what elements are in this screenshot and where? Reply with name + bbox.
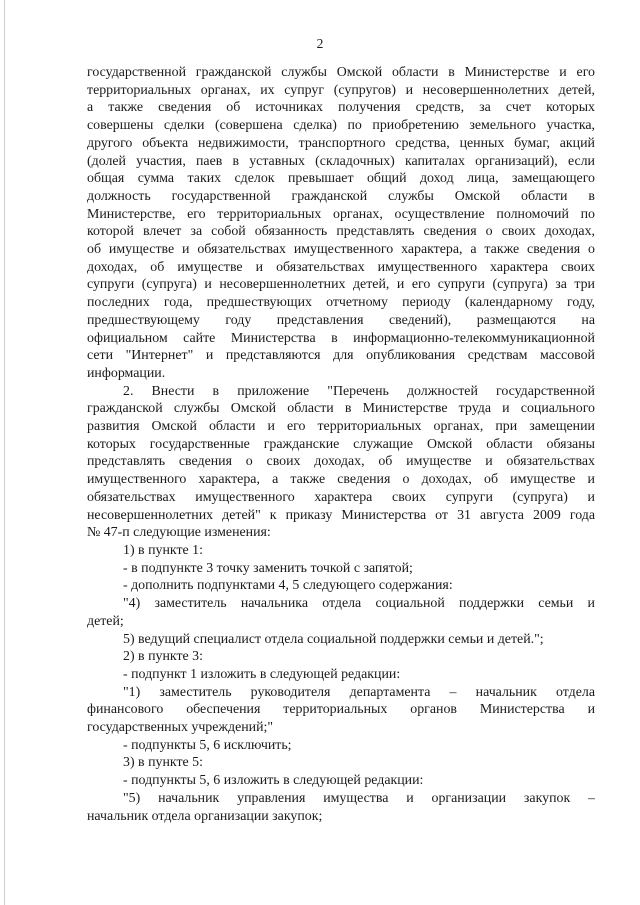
text-line: официальном сайте Министерства в информационно-телекоммуникационной xyxy=(87,330,595,346)
paragraph-2 xyxy=(87,383,595,542)
text-line: об имуществе и обязательствах имущественного характера, а также сведения о xyxy=(87,242,595,258)
text-line: совершены сделки (совершена сделка) по приобретению земельного участка, xyxy=(87,118,595,134)
text-line: государственной гражданской службы Омской области в Министерстве и его xyxy=(87,65,595,80)
text-line: (долей участия, паев в уставных (складочных) капиталах организаций), если xyxy=(87,153,595,169)
document-body xyxy=(87,64,595,825)
text-line: общая сумма таких сделок превышает общий доход лица, замещающего xyxy=(87,171,595,187)
text-line: другого объекта недвижимости, транспортного средства, ценных бумаг, акций xyxy=(87,135,595,151)
text-line: представлять сведения о своих доходах, об имуществе и обязательствах xyxy=(87,454,595,470)
text-line: должность государственной гражданской службы Омской области в xyxy=(87,188,595,204)
quoted-line: начальник отдела организации закупок; xyxy=(87,808,323,824)
text-line: которой влечет за собой обязанность представлять сведения о своих доходах, xyxy=(87,224,595,240)
quoted-line: детей; xyxy=(87,613,124,629)
quoted-line: "4) заместитель начальника отдела социальной поддержки семьи и xyxy=(123,596,595,612)
quoted-line: государственных учреждений;" xyxy=(87,720,274,736)
text-line: последних года, предшествующих отчетному периоду (календарному году, xyxy=(87,295,595,311)
text-line: которых государственные гражданские служащие Омской области обязаны xyxy=(87,436,595,452)
list-item: - подпункт 1 изложить в следующей редакции: xyxy=(123,666,401,682)
list-item-heading: 2) в пункте 3: xyxy=(123,649,203,665)
text-line: гражданской службы Омской области в Министерстве труда и социального xyxy=(87,401,595,417)
list-item-heading: 3) в пункте 5: xyxy=(123,755,203,771)
quoted-line: 5) ведущий специалист отдела социальной поддержки семьи и детей."; xyxy=(123,631,544,647)
text-line: доходах, об имуществе и обязательствах имущественного характера своих xyxy=(87,259,595,275)
text-line: сети "Интернет" и представляются для опубликования средствам массовой xyxy=(87,348,595,364)
quoted-line: "1) заместитель руководителя департамента – начальник отдела xyxy=(123,684,595,700)
text-line: супруги (супруга) и несовершеннолетних детей, и его супруги (супруга) за три xyxy=(87,277,595,293)
text-line: 2. Внести в приложение "Перечень должностей государственной xyxy=(123,383,595,399)
list-item: - подпункты 5, 6 изложить в следующей редакции: xyxy=(123,773,424,789)
quoted-line: финансового обеспечения территориальных органов Министерства и xyxy=(87,702,595,718)
list-item: - дополнить подпунктами 4, 5 следующего содержания: xyxy=(123,578,453,594)
text-line: предшествующему году представления сведений), размещаются на xyxy=(87,312,595,328)
changes-list xyxy=(87,542,595,825)
quoted-line: "5) начальник управления имущества и организации закупок – xyxy=(123,790,595,806)
text-line: территориальных органах, их супруг (супругов) и несовершеннолетних детей, xyxy=(87,82,595,98)
text-line: развития Омской области и его территориальных органах, при замещении xyxy=(87,419,595,435)
page-edge-shadow xyxy=(4,0,5,905)
list-item-heading: 1) в пункте 1: xyxy=(123,542,203,558)
text-line: обязательствах имущественного характера своих супруги (супруга) и xyxy=(87,489,595,505)
list-item: - подпункты 5, 6 исключить; xyxy=(123,737,292,753)
text-line: а также сведения об источниках получения средств, за счет которых xyxy=(87,100,595,116)
list-item: - в подпункте 3 точку заменить точкой с запятой; xyxy=(123,560,413,576)
text-line: несовершеннолетних детей" к приказу Министерства от 31 августа 2009 года xyxy=(87,507,595,523)
text-line: имущественного характера, а также сведения о доходах, об имуществе и xyxy=(87,472,595,488)
paragraph-1 xyxy=(87,64,595,383)
page-number: 2 xyxy=(316,36,324,51)
text-line: № 47-п следующие изменения: xyxy=(87,525,271,541)
text-line: информации. xyxy=(87,365,166,381)
text-line: Министерстве, его территориальных органах, осуществление полномочий по xyxy=(87,206,595,222)
